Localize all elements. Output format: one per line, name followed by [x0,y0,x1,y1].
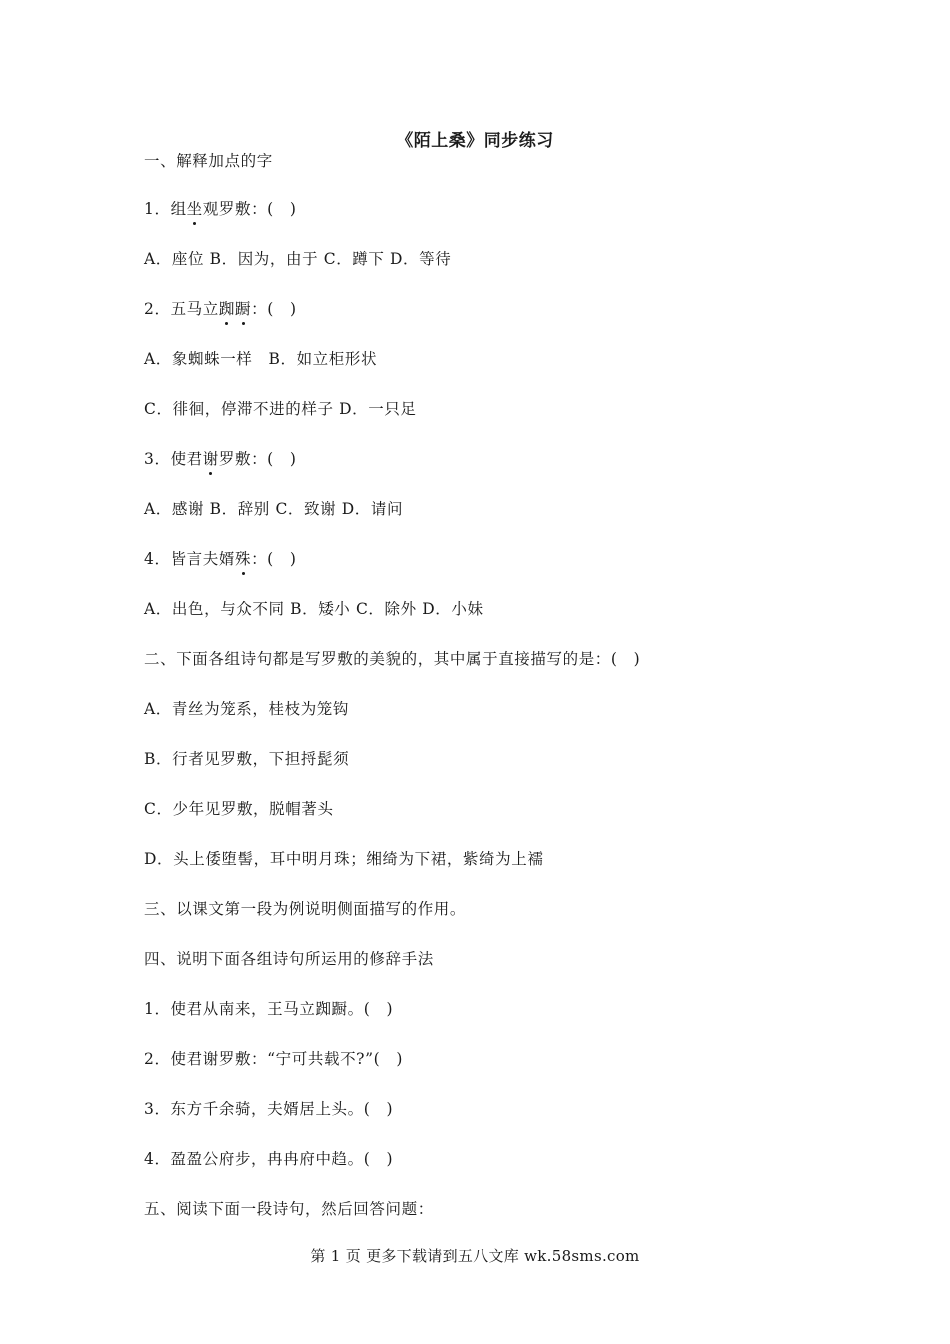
question-text: 五马立 [170,300,219,318]
dotted-character: 谢 [202,450,219,468]
question-text: 使君 [170,450,203,468]
section-3-heading: 三、以课文第一段为例说明侧面描写的作用。 [144,900,467,918]
section-2-option-d: D．头上倭堕髻，耳中明月珠；缃绮为下裙，紫绮为上襦 [144,850,544,868]
section-2-heading: 二、下面各组诗句都是写罗敷的美貌的，其中属于直接描写的是：( ) [144,650,641,668]
question-2-options-ab: A．象蜘蛛一样 B．如立柜形状 [144,350,378,368]
dotted-character: 蹰 [234,300,252,318]
page-footer: 第 1 页 更多下载请到五八文库 wk.58sms.com [310,1247,640,1265]
section-4-question-3: 3．东方千余骑，夫婿居上头。( ) [144,1100,394,1118]
question-text: 观罗敷：( ) [202,200,297,218]
question-2 [144,298,844,348]
dotted-character: 坐 [186,200,203,218]
question-number: 2． [144,300,171,318]
dotted-character: 殊 [234,550,252,568]
question-number: 3． [144,450,171,468]
section-2-option-b: B．行者见罗敷，下担捋髭须 [144,750,350,768]
page-title: 《陌上桑》同步练习 [396,131,554,151]
section-2-option-c: C．少年见罗敷，脱帽著头 [144,800,334,818]
section-4-heading: 四、说明下面各组诗句所运用的修辞手法 [144,950,434,968]
question-4-options: A．出色，与众不同 B．矮小 C．除外 D．小妹 [144,600,484,618]
section-4-question-1: 1．使君从南来，王马立踟蹰。( ) [144,1000,394,1018]
question-text: 罗敷：( ) [218,450,297,468]
question-4 [144,548,844,598]
section-1-heading: 一、解释加点的字 [144,152,273,170]
exercise-body [144,150,844,1248]
question-number: 1． [144,200,171,218]
section-4-question-4: 4．盈盈公府步，冉冉府中趋。( ) [144,1150,394,1168]
question-3 [144,448,844,498]
question-3-options: A．感谢 B．辞别 C．致谢 D．请问 [144,500,404,518]
question-text: ：( ) [251,300,297,318]
section-4-question-2: 2．使君谢罗敷：“宁可共载不?”( ) [144,1050,404,1068]
question-text: 皆言夫婿 [170,550,235,568]
section-2-option-a: A．青丝为笼系，桂枝为笼钩 [144,700,349,718]
question-1 [144,198,844,248]
question-text: ：( ) [251,550,297,568]
section-5-heading: 五、阅读下面一段诗句，然后回答问题： [144,1200,434,1218]
question-1-options: A．座位 B．因为，由于 C．蹲下 D．等待 [144,250,452,268]
question-number: 4． [144,550,171,568]
question-text: 组 [170,200,187,218]
question-2-options-cd: C．徘徊，停滞不进的样子 D．一只足 [144,400,417,418]
dotted-character: 踟 [218,300,235,318]
